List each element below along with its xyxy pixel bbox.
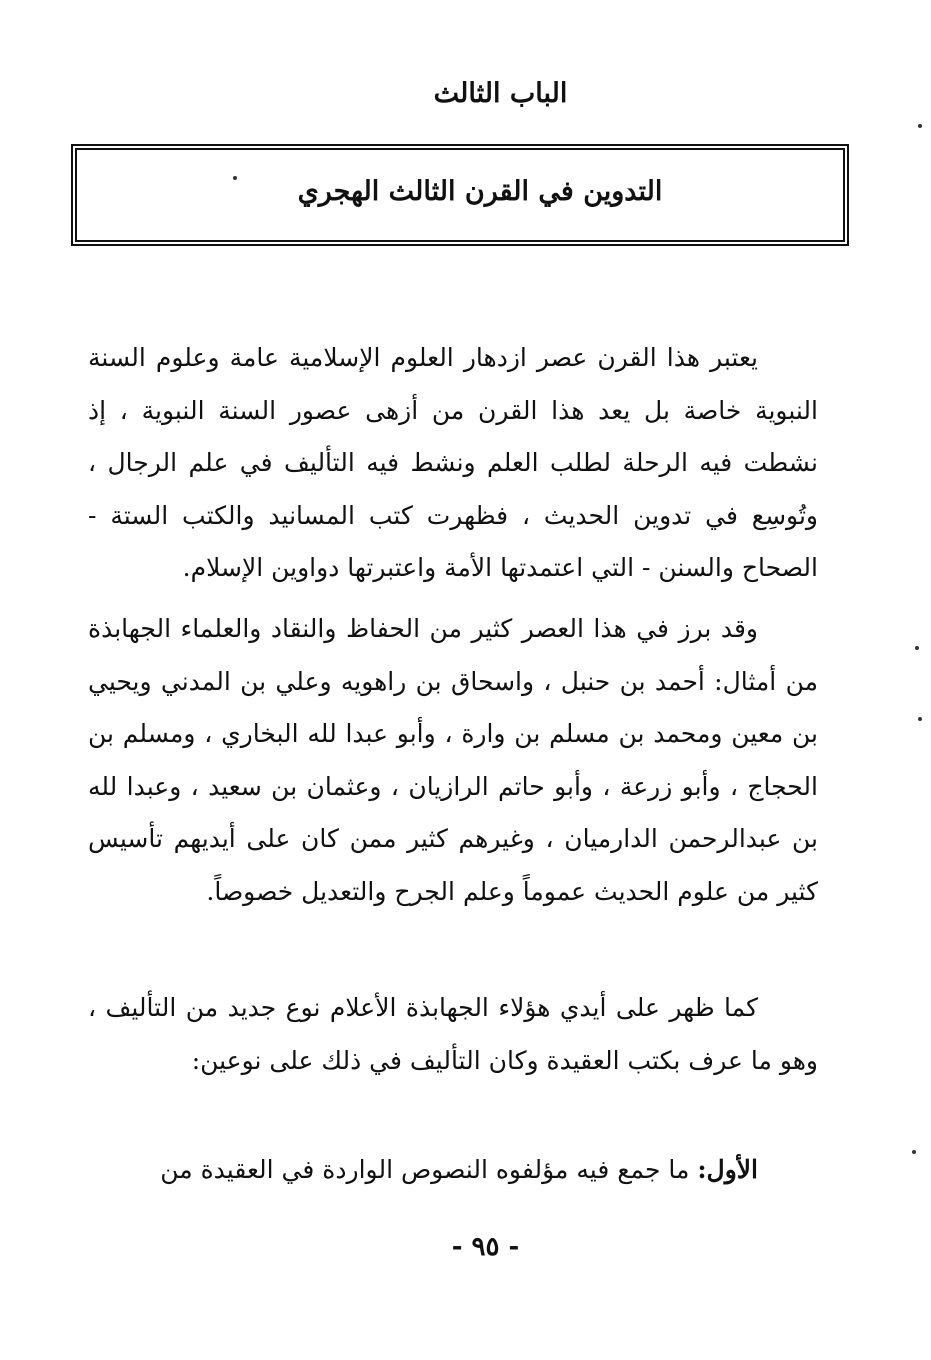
- paragraph-first-type: [88, 1144, 818, 1197]
- first-type-text: ما جمع فيه مؤلفوه النصوص الواردة في العقيدة من: [160, 1155, 698, 1184]
- paragraph-text: وقد برز في هذا العصر كثير من الحفاظ والنقاد والعلماء الجهابذة من أمثال: أحمد بن حنبل ، واسحاق بن راهويه وعلي بن المدني ويحيي بن معين ومحمد بن مسلم بن وارة ، وأبو عبدا لله البخاري ، ومسلم بن الحجاج ، وأبو زرعة ، وأبو حاتم الرازيان ، وعثمان بن سعيد ، وعبدا لله بن عبدالرحمن الدارميان ، وغيرهم كثير ممن كان على أيديهم تأسيس كثير من علوم الحديث عموماً وعلم الجرح والتعديل خصوصاً.: [88, 614, 818, 906]
- section-title: التدوين في القرن الثالث الهجري: [297, 176, 663, 207]
- title-frame: [75, 148, 845, 242]
- first-type-label: الأول:: [697, 1155, 758, 1184]
- scan-speck: [915, 646, 919, 650]
- paragraph-scholars: [88, 603, 818, 918]
- chapter-heading: الباب الثالث: [433, 78, 568, 109]
- paragraph-creed-books: [88, 982, 818, 1087]
- scan-speck: [233, 176, 237, 180]
- paragraph-intro: [88, 332, 818, 595]
- paragraph-text: كما ظهر على أيدي هؤلاء الجهابذة الأعلام نوع جديد من التأليف ، وهو ما عرف بكتب العقيدة وكان التأليف في ذلك على نوعين:: [88, 993, 818, 1075]
- paragraph-text: يعتبر هذا القرن عصر ازدهار العلوم الإسلامية عامة وعلوم السنة النبوية خاصة بل يعد هذا القرن من أزهى عصور السنة النبوية ، إذ نشطت فيه الرحلة لطلب العلم ونشط فيه التأليف في علم الرجال ، وتُوسِع في تدوين الحديث ، فظهرت كتب المسانيد والكتب الستة - الصحاح والسنن - التي اعتمدتها الأمة واعتبرتها دواوين الإسلام.: [88, 343, 818, 582]
- page-number: - ٩٥ -: [451, 1232, 520, 1262]
- paragraph-text: [88, 1144, 818, 1197]
- scan-speck: [918, 124, 922, 128]
- scan-speck: [918, 717, 922, 721]
- scan-speck: [912, 1150, 916, 1154]
